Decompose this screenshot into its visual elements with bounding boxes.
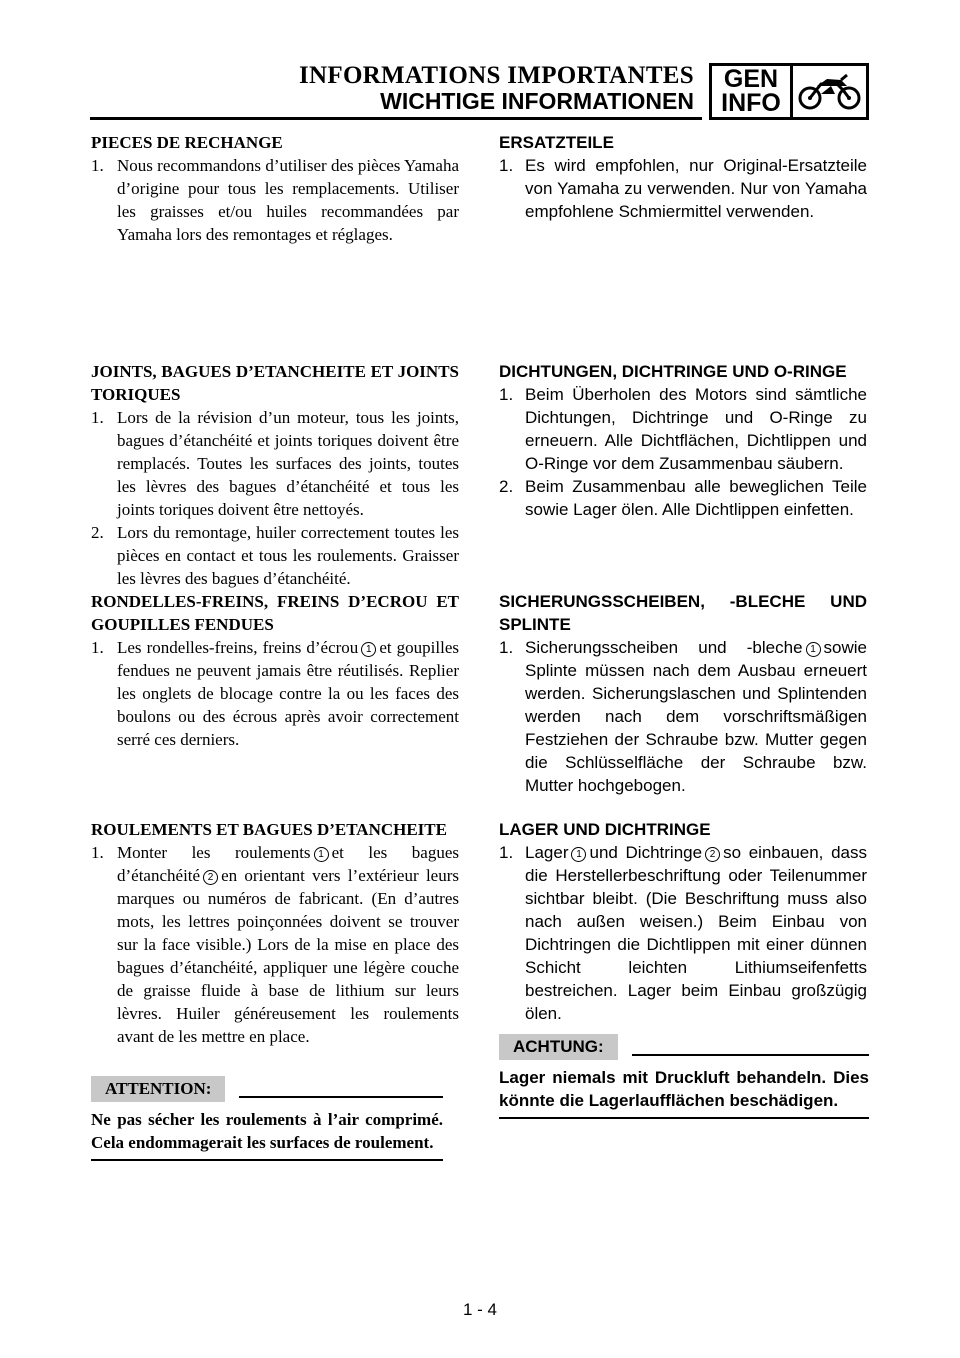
fr-heading-spare-parts: PIECES DE RECHANGE (91, 133, 283, 152)
list-item (91, 154, 459, 246)
fr-section-spare-parts (91, 131, 459, 246)
item-text: Nous recommandons d’utiliser des pièces Yamaha d’origine pour tous les remplacements. Utiliser les graisses et/ou huiles recommandées par Yamaha lors des remontages et réglages. (117, 156, 459, 244)
list-item (499, 154, 867, 223)
item-number: 1. (91, 156, 104, 175)
badge-line-2: INFO (721, 89, 781, 117)
item-number: 1. (499, 843, 514, 862)
caution-label: ACHTUNG: (499, 1034, 618, 1060)
list-item (499, 841, 867, 1025)
item-text: Beim Überholen des Motors sind sämtliche Dichtungen, Dichtringe und O-Ringe zu erneuern. Alle Dichtflächen, Dichtlippen und O-Ringe vor dem Zusammenbau säubern. (525, 385, 867, 473)
de-heading-gaskets: DICHTUNGEN, DICHTRINGE UND O-RINGE (499, 362, 847, 381)
callout-marker: 2 (705, 847, 720, 862)
item-text: Es wird empfohlen, nur Original-Ersatzteile von Yamaha zu verwenden. Nur von Yamaha empfohlene Schmiermittel verwenden. (525, 156, 867, 221)
page-number: 1 - 4 (462, 1300, 498, 1319)
motorcycle-icon (793, 66, 866, 117)
item-text: Lors du remontage, huiler correctement toutes les pièces en contact et tous les roulements. Graisser les lèvres des bagues d’étanchéité. (117, 523, 459, 588)
de-section-spare-parts (499, 131, 867, 223)
item-text: Lors de la révision d’un moteur, tous les joints, bagues d’étanchéité et joints toriques doivent être remplacés. Toutes les surfaces des joints, toutes les lèvres des bagues d’étanchéité et tous les joints toriques doivent être nettoyés. (117, 408, 459, 519)
item-text: Les rondelles-freins, freins d’écrou 1 et goupilles fendues ne peuvent jamais être réutilisés. Replier les onglets de blocage contre la ou les faces des boulons ou des écrous après avoir correctement serré ces derniers. (117, 638, 459, 749)
de-heading-lock-washers: SICHERUNGSSCHEIBEN, -BLECHE UND SPLINTE (499, 592, 867, 634)
header-rule (90, 117, 702, 120)
list-item (499, 383, 867, 475)
section-badge (709, 63, 869, 120)
de-heading-bearings: LAGER UND DICHTRINGE (499, 820, 711, 839)
callout-marker: 2 (203, 870, 218, 885)
item-number: 2. (499, 477, 514, 496)
callout-marker: 1 (571, 847, 586, 862)
fr-section-lock-washers (91, 590, 459, 751)
de-section-bearings (499, 818, 867, 1025)
list-item (91, 841, 459, 1048)
de-section-gaskets (499, 360, 867, 521)
caution-rule (239, 1096, 443, 1098)
item-text: Sicherungsscheiben und -bleche 1 sowie Splinte müssen nach dem Ausbau erneuert werden. Sicherungslaschen und Splintenden werden nach dem vorschriftsmäßigen Festziehen der Schraube bzw. Mutter gegen die Schlüsselfläche der Schraube bzw. Mutter hochgebogen. (525, 638, 867, 795)
item-number: 1. (91, 638, 104, 657)
caution-label: ATTENTION: (91, 1076, 225, 1102)
item-text: Monter les roulements 1 et les bagues d’étanchéité 2 en orientant vers l’extérieur leurs marques ou numéros de fabricant. (En d’autres mots, les lettres poinçonnées doivent se trouver sur la face visible.) Lors de la mise en place des bagues d’étanchéité, appliquer une légère couche de graisse fluide à base de lithium sur leurs lèvres. Huiler généreusement les roulements avant de les mettre en place. (117, 843, 460, 1046)
fr-heading-lock-washers: RONDELLES-FREINS, FREINS D’ECROU ET GOUPILLES FENDUES (91, 592, 459, 634)
list-item (499, 475, 867, 521)
fr-caution-box (91, 1076, 443, 1161)
callout-marker: 1 (314, 847, 329, 862)
list-item (91, 521, 459, 590)
badge-line-1: GEN (723, 65, 779, 93)
callout-marker: 1 (806, 642, 821, 657)
item-text: Lager 1 und Dichtringe 2 so einbauen, dass die Herstellerbeschriftung oder Teilenummer sichtbar bleibt. (Die Beschriftung muss also nach außen weisen.) Beim Einbau von Dichtringen die Dichtlippen mit einer dünnen Schicht leichten Lithiumseifenfetts bestreichen. Lager beim Einbau großzügig ölen. (525, 843, 867, 1023)
list-item (91, 406, 459, 521)
callout-marker: 1 (361, 642, 376, 657)
gen-info-label (712, 66, 793, 117)
list-item (91, 636, 459, 751)
caution-text: Ne pas sécher les roulements à l’air comprimé. Cela endommagerait les surfaces de roulement. (91, 1108, 443, 1161)
item-number: 2. (91, 523, 104, 542)
de-heading-spare-parts: ERSATZTEILE (499, 133, 614, 152)
caution-rule (632, 1054, 869, 1056)
list-item (499, 636, 867, 797)
fr-heading-gaskets: JOINTS, BAGUES D’ETANCHEITE ET JOINTS TORIQUES (91, 362, 459, 404)
header-title-german: WICHTIGE INFORMATIONEN (380, 88, 694, 114)
header-title-french: INFORMATIONS IMPORTANTES (298, 62, 694, 89)
item-number: 1. (91, 843, 104, 862)
fr-section-bearings (91, 818, 459, 1048)
item-text: Beim Zusammenbau alle beweglichen Teile sowie Lager ölen. Alle Dichtlippen einfetten. (525, 477, 867, 519)
fr-heading-bearings: ROULEMENTS ET BAGUES D’ETANCHEITE (91, 820, 447, 839)
item-number: 1. (499, 385, 514, 404)
de-section-lock-washers (499, 590, 867, 797)
fr-section-gaskets (91, 360, 459, 590)
item-number: 1. (499, 638, 514, 657)
item-number: 1. (91, 408, 104, 427)
de-caution-box (499, 1034, 869, 1119)
item-number: 1. (499, 156, 514, 175)
caution-text: Lager niemals mit Druckluft behandeln. Dies könnte die Lagerlaufflächen beschädigen. (499, 1066, 869, 1119)
